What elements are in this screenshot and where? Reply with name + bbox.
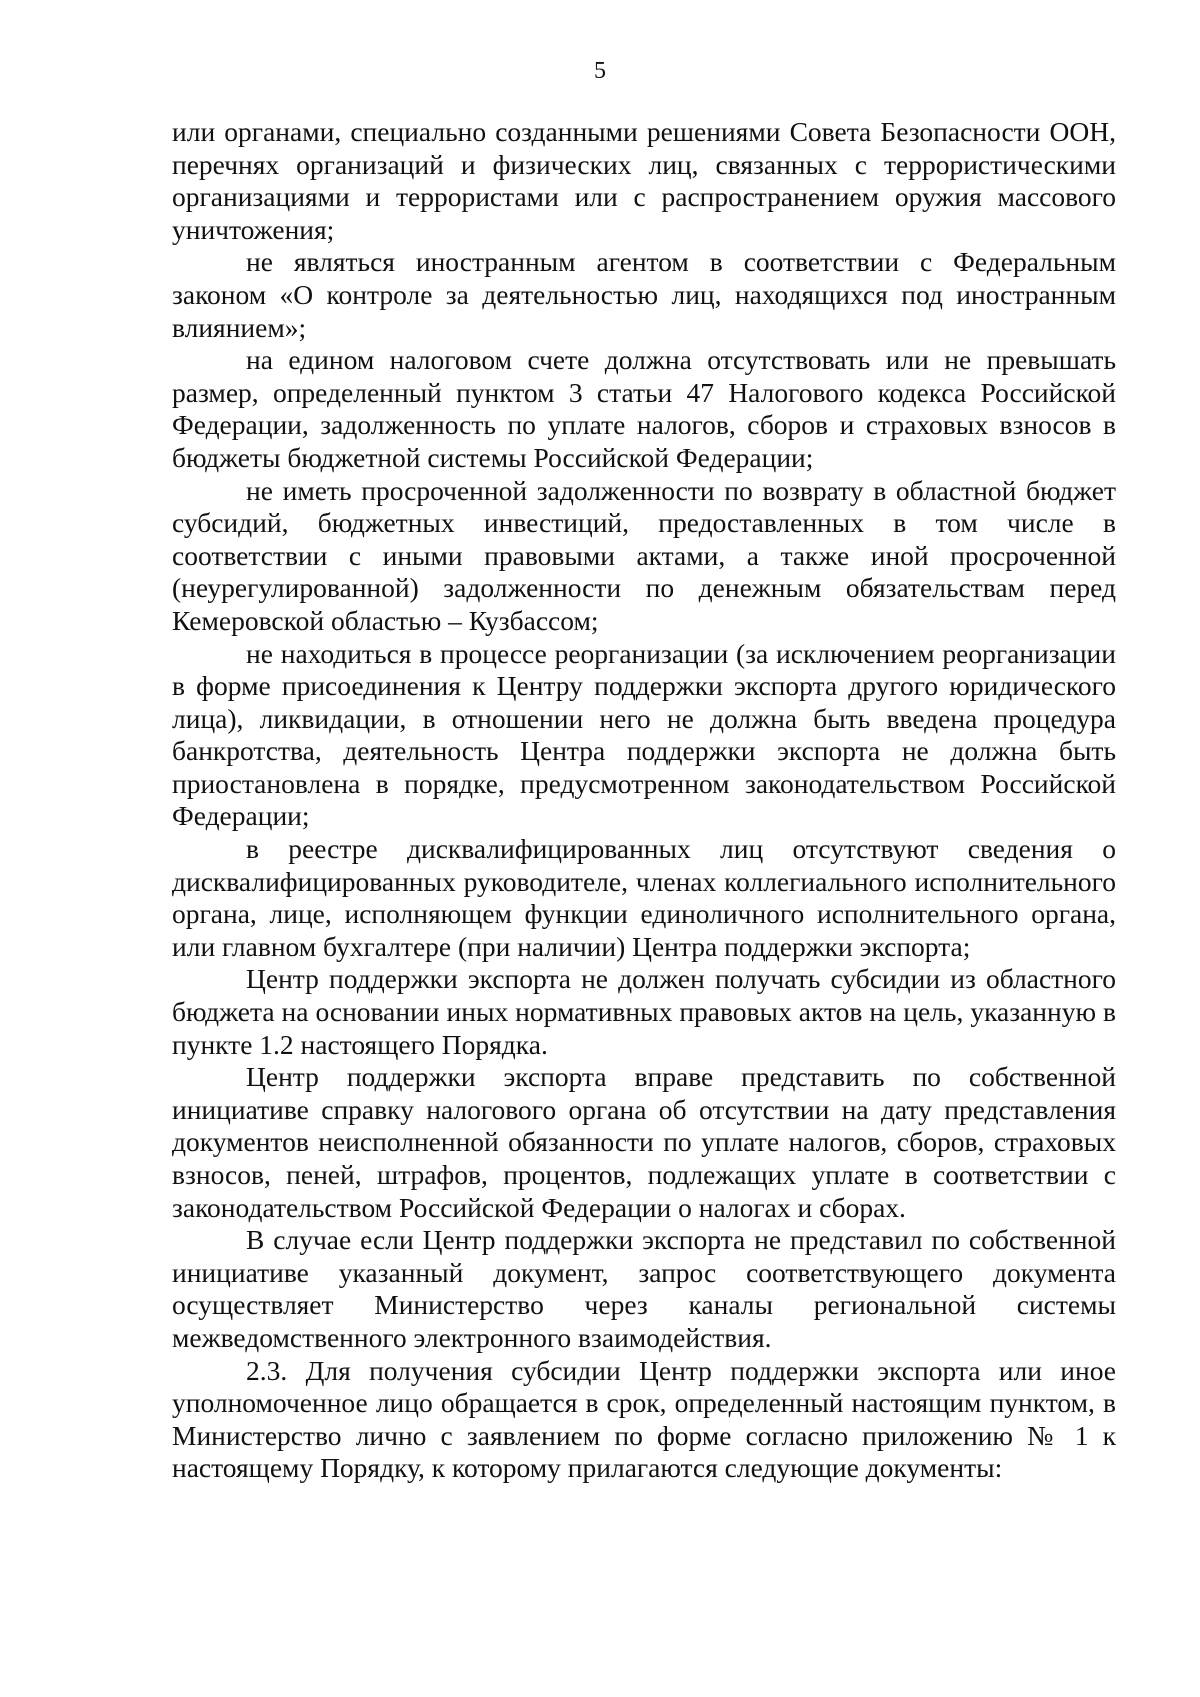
document-body [172, 116, 1116, 1485]
paragraph: 2.3. Для получения субсидии Центр поддержки экспорта или иное уполномоченное лицо обращается в срок, определенный настоящим пунктом, в Министерство лично с заявлением по форме согласно приложению № 1 к настоящему Порядку, к которому прилагаются следующие документы: [172, 1354, 1116, 1484]
paragraph: Центр поддержки экспорта вправе представить по собственной инициативе справку налогового органа об отсутствии на дату представления документов неисполненной обязанности по уплате налогов, сборов, страховых взносов, пеней, штрафов, процентов, подлежащих уплате в соответствии с законодательством Российской Федерации о налогах и сборах. [172, 1061, 1116, 1223]
paragraph: не являться иностранным агентом в соответствии с Федеральным законом «О контроле за деятельностью лиц, находящихся под иностранным влиянием»; [172, 246, 1116, 343]
paragraph: В случае если Центр поддержки экспорта не представил по собственной инициативе указанный документ, запрос соответствующего документа осуществляет Министерство через каналы региональной системы межведомственного электронного взаимодействия. [172, 1224, 1116, 1353]
page-number: 5 [594, 58, 606, 84]
paragraph: в реестре дисквалифицированных лиц отсутствуют сведения о дисквалифицированных руководителе, членах коллегиального исполнительного органа, лице, исполняющем функции единоличного исполнительного органа, или главном бухгалтере (при наличии) Центра поддержки экспорта; [172, 833, 1116, 962]
paragraph: не находиться в процессе реорганизации (за исключением реорганизации в форме присоединения к Центру поддержки экспорта другого юридического лица), ликвидации, в отношении него не должна быть введена процедура банкротства, деятельность Центра поддержки экспорта не должна быть приостановлена в порядке, предусмотренном законодательством Российской Федерации; [172, 637, 1116, 832]
paragraph: или органами, специально созданными решениями Совета Безопасности ООН, перечнях организаций и физических лиц, связанных с террористическими организациями и террористами или с распространением оружия массового уничтожения; [172, 116, 1116, 245]
paragraph: не иметь просроченной задолженности по возврату в областной бюджет субсидий, бюджетных инвестиций, предоставленных в том числе в соответствии с иными правовыми актами, а также иной просроченной (неурегулированной) задолженности по денежным обязательствам перед Кемеровской областью – Кузбассом; [172, 474, 1116, 636]
paragraph: на едином налоговом счете должна отсутствовать или не превышать размер, определенный пунктом 3 статьи 47 Налогового кодекса Российской Федерации, задолженность по уплате налогов, сборов и страховых взносов в бюджеты бюджетной системы Российской Федерации; [172, 344, 1116, 473]
paragraph: Центр поддержки экспорта не должен получать субсидии из областного бюджета на основании иных нормативных правовых актов на цель, указанную в пункте 1.2 настоящего Порядка. [172, 963, 1116, 1060]
